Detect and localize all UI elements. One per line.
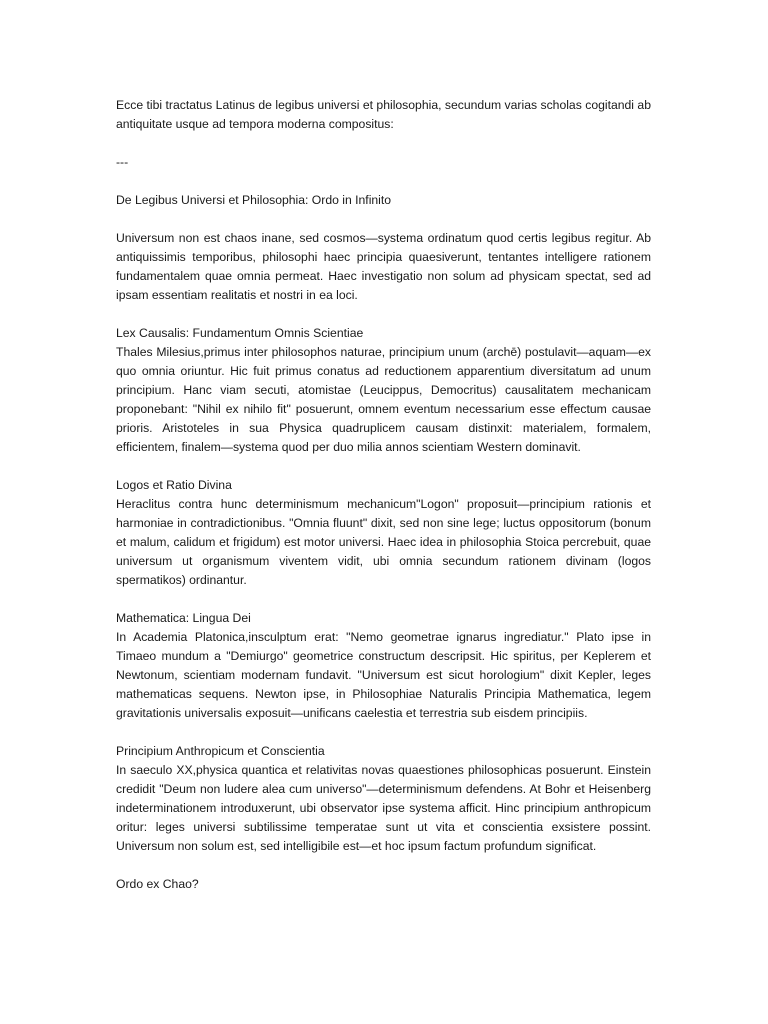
section-logos — [116, 476, 651, 590]
section-heading: Ordo ex Chao? — [116, 877, 199, 891]
document-page — [116, 96, 651, 913]
document-title-text: De Legibus Universi et Philosophia: Ordo in Infinito — [116, 193, 392, 207]
document-title — [116, 191, 651, 210]
opening-paragraph — [116, 229, 651, 305]
separator — [116, 153, 651, 172]
opening-paragraph-text: Universum non est chaos inane, sed cosmos—systema ordinatum quod certis legibus regitur. Ab antiquissimis temporibus, philosophi haec principia quaesiverunt, tentantes intelligere rationem fundamentalem quae omnia permeat. Haec investigatio non solum ad physicam spectat, sed ad ipsam essentiam realitatis et nostri in ea loci. — [116, 231, 651, 302]
section-body: In Academia Platonica,insculptum erat: "Nemo geometrae ignarus ingrediatur." Plato ipse in Timaeo mundum a "Demiurgo" geometrice constructum descripsit. Hic spiritus, per Keplerem et Newtonum, scientiam modernam fundavit. "Universum est sicut horologium" dixit Kepler, leges mathematicas sequens. Newton ipse, in Philosophiae Naturalis Principia Mathematica, legem gravitationis universalis exposuit—unificans caelestia et terrestria sub eisdem principiis. — [116, 630, 651, 720]
section-mathematica — [116, 609, 651, 723]
section-heading: Logos et Ratio Divina — [116, 478, 232, 492]
section-heading: Principium Anthropicum et Conscientia — [116, 744, 325, 758]
section-body: In saeculo XX,physica quantica et relativitas novas quaestiones philosophicas posuerunt. Einstein credidit "Deum non ludere alea cum universo"—determinismum defendens. At Bohr et Heisenberg indeterminationem introduxerunt, ubi observator ipse systema afficit. Hinc principium anthropicum oritur: leges universi subtilissime temperatae sunt ut vita et conscientia exsistere possint. Universum non solum est, sed intelligibile est—et hoc ipsum factum profundum significat. — [116, 763, 651, 853]
section-heading: Lex Causalis: Fundamentum Omnis Scientiae — [116, 326, 364, 340]
intro-text: Ecce tibi tractatus Latinus de legibus universi et philosophia, secundum varias scholas cogitandi ab antiquitate usque ad tempora moderna compositus: — [116, 98, 651, 131]
section-body: Thales Milesius,primus inter philosophos naturae, principium unum (archē) postulavit—aquam—ex quo omnia oriuntur. Hic fuit primus conatus ad reductionem apparentium diversitatum ad unum principium. Hanc viam secuti, atomistae (Leucippus, Democritus) causalitatem mechanicam proponebant: "Nihil ex nihilo fit" posuerunt, omnem eventum necessarium esse effectum causae prioris. Aristoteles in sua Physica quadruplicem causam distinxit: materialem, formalem, efficientem, finalem—systema quod per duo milia annos scientiam Western dominavit. — [116, 345, 651, 454]
separator-text: --- — [116, 155, 129, 169]
intro-paragraph — [116, 96, 651, 134]
section-lex-causalis — [116, 324, 651, 457]
section-heading: Mathematica: Lingua Dei — [116, 611, 251, 625]
section-ordo-ex-chao — [116, 875, 651, 894]
section-principium-anthropicum — [116, 742, 651, 856]
section-body: Heraclitus contra hunc determinismum mechanicum"Logon" proposuit—principium rationis et harmoniae in contradictionibus. "Omnia fluunt" dixit, sed non sine lege; luctus oppositorum (bonum et malum, calidum et frigidum) est motor universi. Haec idea in philosophia Stoica percrebuit, quae universum ut organismum viventem vidit, ubi omnia secundum rationem divinam (logos spermatikos) ordinantur. — [116, 497, 651, 587]
